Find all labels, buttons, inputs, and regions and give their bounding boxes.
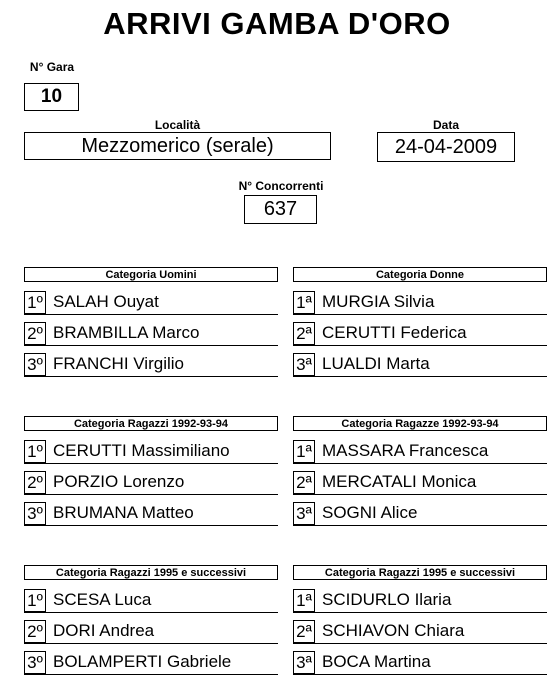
position-box: 1ª <box>293 440 315 463</box>
category-block <box>293 565 547 672</box>
page-title: ARRIVI GAMBA D'ORO <box>103 6 451 41</box>
category-block <box>24 267 278 374</box>
concorrenti-box <box>244 195 317 224</box>
row-underline <box>24 376 278 377</box>
position-box: 2ª <box>293 620 315 643</box>
ranking-row <box>24 291 278 315</box>
athlete-name: BRUMANA Matteo <box>53 503 194 522</box>
row-underline <box>24 494 278 495</box>
category-block <box>24 416 278 523</box>
category-title: Categoria Ragazzi 1992-93-94 <box>24 416 278 431</box>
category-block <box>24 565 278 672</box>
ranking-row <box>293 589 547 613</box>
row-underline <box>293 643 547 644</box>
athlete-name: MERCATALI Monica <box>322 472 477 491</box>
gara-number-box <box>24 83 79 111</box>
ranking-row <box>293 651 547 675</box>
position-box: 3ª <box>293 502 315 525</box>
row-underline <box>293 525 547 526</box>
gara-label: N° Gara <box>29 60 75 74</box>
row-underline <box>293 314 547 315</box>
ranking-row <box>24 440 278 464</box>
gara-number: 10 <box>40 86 63 107</box>
position-box: 3º <box>24 353 46 376</box>
row-underline <box>24 463 278 464</box>
position-box: 3ª <box>293 353 315 376</box>
row-underline <box>24 674 278 675</box>
ranking-row <box>293 322 547 346</box>
localita-label: Località <box>154 118 201 132</box>
athlete-name: SCHIAVON Chiara <box>322 621 465 640</box>
row-underline <box>293 674 547 675</box>
athlete-name: PORZIO Lorenzo <box>53 472 185 491</box>
athlete-name: DORI Andrea <box>53 621 155 640</box>
row-underline <box>293 376 547 377</box>
localita-box <box>24 132 331 160</box>
ranking-row <box>293 440 547 464</box>
ranking-row <box>293 353 547 377</box>
concorrenti-value: 637 <box>263 198 298 220</box>
athlete-name: SCIDURLO Ilaria <box>322 590 452 609</box>
row-underline <box>293 494 547 495</box>
category-block <box>293 267 547 374</box>
ranking-row <box>293 291 547 315</box>
position-box: 3ª <box>293 651 315 674</box>
ranking-row <box>293 620 547 644</box>
position-box: 2ª <box>293 471 315 494</box>
row-underline <box>293 463 547 464</box>
ranking-row <box>24 471 278 495</box>
row-underline <box>293 345 547 346</box>
localita-value: Mezzomerico (serale) <box>81 134 274 157</box>
position-box: 2º <box>24 471 46 494</box>
athlete-name: FRANCHI Virgilio <box>53 354 184 373</box>
athlete-name: CERUTTI Massimiliano <box>53 441 230 460</box>
position-box: 2ª <box>293 322 315 345</box>
ranking-row <box>24 502 278 526</box>
ranking-row <box>293 471 547 495</box>
concorrenti-label: N° Concorrenti <box>238 179 324 193</box>
row-underline <box>24 643 278 644</box>
athlete-name: MURGIA Silvia <box>322 292 435 311</box>
ranking-row <box>24 353 278 377</box>
athlete-name: CERUTTI Federica <box>322 323 467 342</box>
athlete-name: SOGNI Alice <box>322 503 418 522</box>
athlete-name: BOLAMPERTI Gabriele <box>53 652 232 671</box>
category-title: Categoria Ragazzi 1995 e successivi <box>24 565 278 580</box>
row-underline <box>24 314 278 315</box>
category-title: Categoria Ragazze 1992-93-94 <box>293 416 547 431</box>
category-block <box>293 416 547 523</box>
row-underline <box>24 345 278 346</box>
data-label: Data <box>432 118 459 132</box>
position-box: 3º <box>24 651 46 674</box>
row-underline <box>24 612 278 613</box>
ranking-row <box>24 620 278 644</box>
row-underline <box>293 612 547 613</box>
athlete-name: SCESA Luca <box>53 590 152 609</box>
position-box: 1º <box>24 291 46 314</box>
position-box: 1ª <box>293 589 315 612</box>
position-box: 1º <box>24 589 46 612</box>
ranking-row <box>293 502 547 526</box>
data-box <box>377 132 515 162</box>
position-box: 2º <box>24 322 46 345</box>
athlete-name: SALAH Ouyat <box>53 292 159 311</box>
row-underline <box>24 525 278 526</box>
ranking-row <box>24 322 278 346</box>
ranking-row <box>24 589 278 613</box>
athlete-name: BRAMBILLA Marco <box>53 323 200 342</box>
position-box: 1º <box>24 440 46 463</box>
athlete-name: LUALDI Marta <box>322 354 430 373</box>
category-title: Categoria Ragazzi 1995 e successivi <box>293 565 547 580</box>
position-box: 1ª <box>293 291 315 314</box>
data-value: 24-04-2009 <box>394 135 498 158</box>
athlete-name: MASSARA Francesca <box>322 441 489 460</box>
position-box: 3º <box>24 502 46 525</box>
position-box: 2º <box>24 620 46 643</box>
category-title: Categoria Uomini <box>24 267 278 282</box>
athlete-name: BOCA Martina <box>322 652 431 671</box>
category-title: Categoria Donne <box>293 267 547 282</box>
ranking-row <box>24 651 278 675</box>
